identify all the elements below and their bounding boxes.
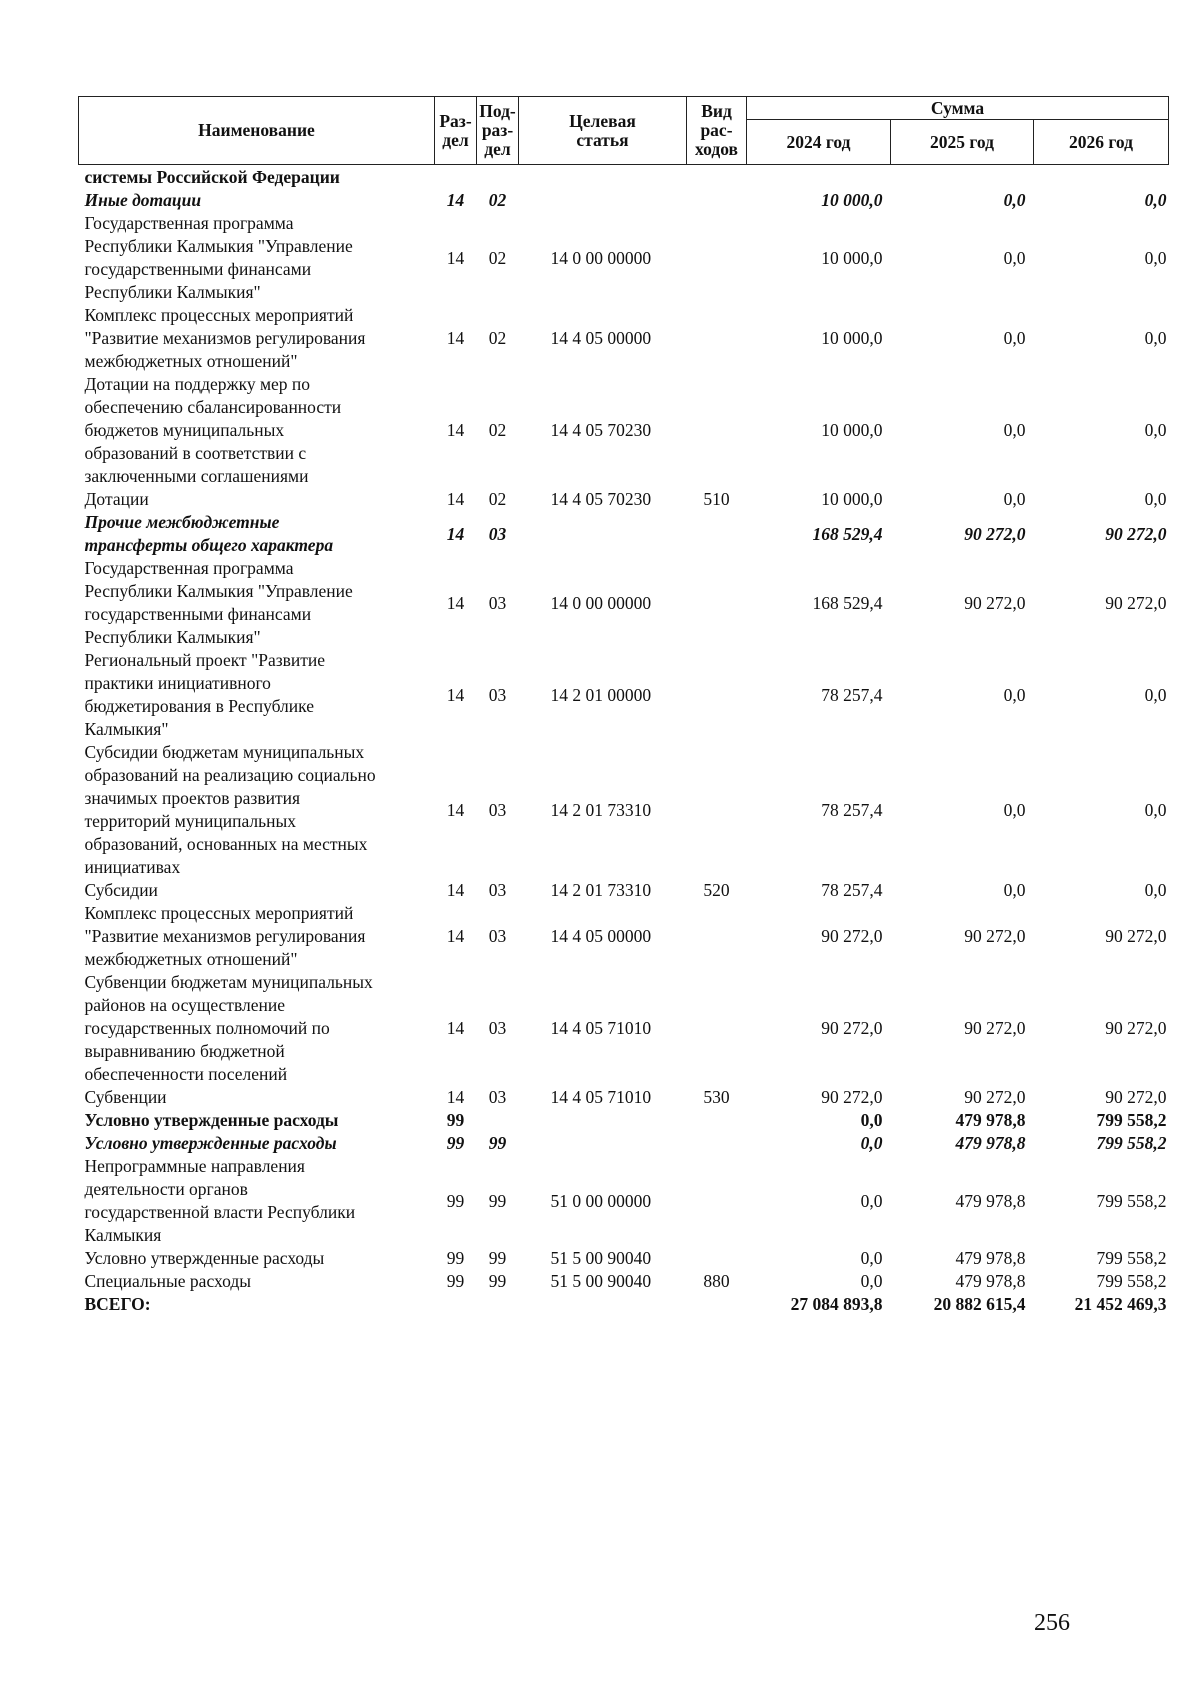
row-sum-2025: 479 978,8: [955, 1248, 1026, 1268]
table-row: [79, 373, 1169, 488]
row-podrazdel: [477, 1109, 519, 1132]
row-sum-2026: 90 272,0: [1105, 592, 1167, 613]
header-year-2026: 2026 год: [1034, 120, 1169, 165]
row-razdel: 99: [446, 1190, 465, 1211]
row-razdel: 14: [446, 880, 465, 900]
row-name-line: Комплекс процессных мероприятий: [84, 305, 354, 325]
row-name-line: "Развитие механизмов регулирования: [84, 926, 366, 946]
row-sum-2024: 90 272,0: [821, 1018, 883, 1038]
row-razdel: 14: [446, 328, 465, 348]
row-sum-2025: 479 978,8: [955, 1190, 1026, 1211]
row-name: [79, 189, 435, 212]
row-celevaya-statya: 14 2 01 00000: [550, 684, 652, 705]
row-razdel: 14: [446, 799, 465, 820]
row-razdel: 14: [446, 247, 465, 268]
row-name-line: районов на осуществление: [84, 995, 285, 1015]
row-podrazdel: 03: [488, 880, 507, 900]
table-row: [79, 165, 1169, 190]
row-name: [79, 879, 435, 902]
row-name-line: государственных полномочий по: [84, 1018, 330, 1038]
row-name: [79, 511, 435, 557]
row-name-line: бюджетирования в Республике: [84, 696, 314, 716]
row-celevaya-statya: [519, 511, 687, 557]
row-sum-2024: 10 000,0: [821, 420, 883, 440]
row-name-line: системы Российской Федерации: [84, 167, 340, 187]
row-name-line: Дотации: [84, 489, 149, 509]
header-year-2024: 2024 год: [747, 120, 891, 165]
row-podrazdel: [477, 165, 519, 190]
row-celevaya-statya: 14 4 05 00000: [550, 328, 652, 348]
table-header: [79, 97, 1169, 165]
row-podrazdel: 03: [488, 684, 507, 705]
table-row: [79, 1270, 1169, 1293]
row-sum-2026: 90 272,0: [1105, 926, 1167, 946]
table-row: [79, 557, 1169, 649]
row-vid-rashodov: 510: [703, 489, 730, 509]
header-celevaya: Целевая статья: [519, 97, 687, 165]
row-podrazdel: 03: [488, 1018, 507, 1038]
row-sum-2024: 168 529,4: [812, 523, 883, 544]
row-sum-2026: 0,0: [1144, 420, 1167, 440]
table-row: [79, 1247, 1169, 1270]
row-vid-rashodov: [687, 511, 747, 557]
row-sum-2026: 799 558,2: [1096, 1248, 1167, 1268]
row-podrazdel: 03: [488, 523, 507, 544]
row-name-line: государственными финансами: [84, 604, 312, 624]
row-sum-2025: 479 978,8: [955, 1271, 1026, 1291]
table-row: [79, 1086, 1169, 1109]
row-name: [79, 212, 435, 304]
row-celevaya-statya: [519, 1132, 687, 1155]
row-sum-2024: 0,0: [860, 1271, 883, 1291]
row-celevaya-statya: 14 4 05 71010: [550, 1087, 652, 1107]
row-name-line: Республики Калмыкия": [84, 627, 261, 647]
header-year-2025: 2025 год: [891, 120, 1034, 165]
row-vid-rashodov: [687, 1247, 747, 1270]
row-name: [79, 1086, 435, 1109]
row-sum-2026: 0,0: [1144, 684, 1167, 705]
table-row: [79, 304, 1169, 373]
row-name-line: Условно утвержденные расходы: [84, 1248, 325, 1268]
row-name: [79, 971, 435, 1086]
row-name-line: образований на реализацию социально: [84, 765, 376, 785]
row-vid-rashodov: [687, 557, 747, 649]
header-podrazdel: Под- раз- дел: [477, 97, 519, 165]
row-podrazdel: 99: [488, 1271, 507, 1291]
budget-table: [78, 96, 1169, 1316]
row-vid-rashodov: [687, 971, 747, 1086]
header-razdel: Раз- дел: [435, 97, 477, 165]
row-vid-rashodov: [687, 165, 747, 190]
row-name-line: Комплекс процессных мероприятий: [84, 903, 354, 923]
row-sum-2026: 799 558,2: [1096, 1110, 1167, 1130]
row-razdel: 99: [446, 1110, 465, 1130]
row-sum-2024: 0,0: [860, 1248, 883, 1268]
row-celevaya-statya: [519, 165, 687, 190]
document-page: [78, 96, 1168, 1316]
row-vid-rashodov: [687, 902, 747, 971]
row-sum-2024: 90 272,0: [821, 1087, 883, 1107]
row-celevaya-statya: [519, 1293, 687, 1316]
row-sum-2026: 0,0: [1144, 489, 1167, 509]
row-name-line: выравниванию бюджетной: [84, 1041, 285, 1061]
row-sum-2026: 0,0: [1144, 880, 1167, 900]
row-name: [79, 557, 435, 649]
header-vid: Вид рас- ходов: [687, 97, 747, 165]
row-celevaya-statya: [519, 1109, 687, 1132]
row-name: [79, 1109, 435, 1132]
row-sum-2026: 90 272,0: [1105, 523, 1167, 544]
row-sum-2024: 168 529,4: [812, 592, 883, 613]
table-row: [79, 1132, 1169, 1155]
header-summa: Сумма: [747, 97, 1169, 120]
row-name-line: значимых проектов развития: [84, 788, 301, 808]
row-razdel: 14: [446, 926, 465, 946]
row-sum-2024: 90 272,0: [821, 926, 883, 946]
row-podrazdel: 02: [488, 190, 507, 210]
row-sum-2025: 90 272,0: [964, 592, 1026, 613]
row-name: [79, 373, 435, 488]
row-vid-rashodov: 520: [703, 880, 730, 900]
row-sum-2024: 0,0: [860, 1190, 883, 1211]
row-sum-2026: 799 558,2: [1096, 1271, 1167, 1291]
row-sum-2025: 90 272,0: [964, 926, 1026, 946]
table-row: [79, 649, 1169, 741]
row-razdel: 14: [446, 489, 465, 509]
row-sum-2024: [747, 165, 891, 190]
row-sum-2025: 0,0: [1003, 420, 1026, 440]
row-razdel: 14: [446, 420, 465, 440]
table-row: [79, 1293, 1169, 1316]
row-celevaya-statya: [519, 189, 687, 212]
row-sum-2026: 90 272,0: [1105, 1087, 1167, 1107]
row-razdel: 99: [446, 1271, 465, 1291]
row-name-line: Субвенции: [84, 1087, 167, 1107]
row-razdel: 14: [446, 1018, 465, 1038]
row-sum-2026: 0,0: [1144, 328, 1167, 348]
row-name-line: межбюджетных отношений": [84, 351, 298, 371]
header-name: Наименование: [79, 97, 435, 165]
row-celevaya-statya: 51 5 00 90040: [550, 1248, 652, 1268]
row-sum-2025: 0,0: [1003, 799, 1026, 820]
row-name-line: "Развитие механизмов регулирования: [84, 328, 366, 348]
row-sum-2025: 479 978,8: [955, 1110, 1026, 1130]
row-name-line: Условно утвержденные расходы: [84, 1110, 339, 1130]
row-celevaya-statya: 14 4 05 71010: [550, 1018, 652, 1038]
table-row: [79, 511, 1169, 557]
row-sum-2025: 90 272,0: [964, 523, 1026, 544]
row-name-line: практики инициативного: [84, 673, 271, 693]
row-name-line: ВСЕГО:: [84, 1294, 151, 1314]
row-name-line: Иные дотации: [84, 190, 202, 210]
row-celevaya-statya: 51 5 00 90040: [550, 1271, 652, 1291]
row-name: [79, 1270, 435, 1293]
row-name: [79, 741, 435, 879]
row-podrazdel: 02: [488, 420, 507, 440]
row-celevaya-statya: 14 4 05 70230: [550, 420, 652, 440]
table-row: [79, 741, 1169, 879]
row-sum-2024: 0,0: [860, 1133, 883, 1153]
row-razdel: 14: [446, 684, 465, 705]
row-podrazdel: 99: [488, 1248, 507, 1268]
row-sum-2025: 90 272,0: [964, 1087, 1026, 1107]
row-name-line: Дотации на поддержку мер по: [84, 374, 311, 394]
row-vid-rashodov: [687, 189, 747, 212]
row-sum-2025: 0,0: [1003, 247, 1026, 268]
row-sum-2026: 0,0: [1144, 799, 1167, 820]
row-name-line: Республики Калмыкия "Управление: [84, 236, 353, 256]
row-sum-2024: 78 257,4: [821, 799, 883, 820]
row-celevaya-statya: 14 0 00 00000: [550, 592, 652, 613]
row-podrazdel: 02: [488, 247, 507, 268]
table-row: [79, 1109, 1169, 1132]
row-name: [79, 1293, 435, 1316]
row-name-line: Специальные расходы: [84, 1271, 251, 1291]
row-name-line: инициативах: [84, 857, 181, 877]
row-celevaya-statya: 14 4 05 00000: [550, 926, 652, 946]
table-row: [79, 212, 1169, 304]
row-celevaya-statya: 51 0 00 00000: [550, 1190, 652, 1211]
row-sum-2026: 90 272,0: [1105, 1018, 1167, 1038]
row-name-line: территорий муниципальных: [84, 811, 296, 831]
row-sum-2025: [891, 165, 1034, 190]
row-name-line: Прочие межбюджетные: [84, 512, 280, 532]
row-name-line: межбюджетных отношений": [84, 949, 298, 969]
row-razdel: 14: [446, 1087, 465, 1107]
row-name-line: государственной власти Республики: [84, 1202, 356, 1222]
row-name-line: Республики Калмыкия": [84, 282, 261, 302]
row-sum-2025: 0,0: [1003, 489, 1026, 509]
row-vid-rashodov: [687, 304, 747, 373]
table-row: [79, 189, 1169, 212]
row-celevaya-statya: 14 0 00 00000: [550, 247, 652, 268]
row-razdel: [435, 165, 477, 190]
row-celevaya-statya: 14 4 05 70230: [550, 489, 652, 509]
row-vid-rashodov: [687, 1293, 747, 1316]
row-podrazdel: 03: [488, 1087, 507, 1107]
row-sum-2025: 0,0: [1003, 684, 1026, 705]
row-vid-rashodov: 530: [703, 1087, 730, 1107]
row-name: [79, 649, 435, 741]
row-vid-rashodov: [687, 212, 747, 304]
row-razdel: [435, 1293, 477, 1316]
row-name-line: Региональный проект "Развитие: [84, 650, 326, 670]
row-sum-2024: 27 084 893,8: [790, 1294, 883, 1314]
row-podrazdel: 03: [488, 799, 507, 820]
row-name-line: бюджетов муниципальных: [84, 420, 285, 440]
row-sum-2024: 78 257,4: [821, 684, 883, 705]
row-name-line: деятельности органов: [84, 1179, 248, 1199]
table-row: [79, 488, 1169, 511]
row-name-line: государственными финансами: [84, 259, 312, 279]
row-sum-2025: 0,0: [1003, 880, 1026, 900]
row-name: [79, 488, 435, 511]
row-sum-2026: 21 452 469,3: [1074, 1294, 1167, 1314]
row-sum-2024: 10 000,0: [821, 489, 883, 509]
row-name-line: Субвенции бюджетам муниципальных: [84, 972, 373, 992]
row-vid-rashodov: [687, 649, 747, 741]
row-name-line: Условно утвержденные расходы: [84, 1133, 337, 1153]
row-podrazdel: 99: [488, 1190, 507, 1211]
row-vid-rashodov: [687, 373, 747, 488]
page-number: 256: [1034, 1610, 1070, 1636]
row-podrazdel: 03: [488, 592, 507, 613]
row-vid-rashodov: [687, 1155, 747, 1247]
row-razdel: 99: [446, 1248, 465, 1268]
row-name-line: Государственная программа: [84, 213, 294, 233]
row-vid-rashodov: [687, 741, 747, 879]
row-sum-2026: 799 558,2: [1096, 1133, 1167, 1153]
row-name: [79, 1247, 435, 1270]
row-name-line: Субсидии: [84, 880, 158, 900]
row-name-line: Субсидии бюджетам муниципальных: [84, 742, 365, 762]
row-name: [79, 902, 435, 971]
row-vid-rashodov: 880: [703, 1271, 730, 1291]
row-name: [79, 1155, 435, 1247]
table-row: [79, 1155, 1169, 1247]
row-name-line: обеспеченности поселений: [84, 1064, 288, 1084]
row-sum-2024: 78 257,4: [821, 880, 883, 900]
row-sum-2024: 10 000,0: [821, 190, 883, 210]
row-vid-rashodov: [687, 1132, 747, 1155]
row-razdel: 14: [446, 523, 465, 544]
table-row: [79, 879, 1169, 902]
row-sum-2026: 799 558,2: [1096, 1190, 1167, 1211]
row-sum-2025: 0,0: [1003, 190, 1026, 210]
row-name-line: Калмыкия: [84, 1225, 162, 1245]
row-name-line: Непрограммные направления: [84, 1156, 305, 1176]
row-sum-2024: 0,0: [860, 1110, 883, 1130]
row-razdel: 14: [446, 190, 465, 210]
table-body: [79, 165, 1169, 1317]
row-celevaya-statya: 14 2 01 73310: [550, 880, 652, 900]
row-podrazdel: [477, 1293, 519, 1316]
row-name-line: Государственная программа: [84, 558, 294, 578]
row-podrazdel: 02: [488, 328, 507, 348]
row-name-line: образований в соответствии с: [84, 443, 307, 463]
row-podrazdel: 99: [488, 1133, 507, 1153]
table-row: [79, 902, 1169, 971]
row-name: [79, 165, 435, 190]
row-sum-2025: 90 272,0: [964, 1018, 1026, 1038]
row-razdel: 99: [446, 1133, 465, 1153]
row-name-line: заключенными соглашениями: [84, 466, 309, 486]
row-podrazdel: 02: [488, 489, 507, 509]
row-razdel: 14: [446, 592, 465, 613]
row-podrazdel: 03: [488, 926, 507, 946]
row-sum-2025: 0,0: [1003, 328, 1026, 348]
table-row: [79, 971, 1169, 1086]
row-sum-2024: 10 000,0: [821, 328, 883, 348]
row-sum-2024: 10 000,0: [821, 247, 883, 268]
row-name: [79, 1132, 435, 1155]
row-name-line: Республики Калмыкия "Управление: [84, 581, 353, 601]
row-name-line: образований, основанных на местных: [84, 834, 368, 854]
row-sum-2026: [1034, 165, 1169, 190]
row-name-line: трансферты общего характера: [84, 535, 334, 555]
row-celevaya-statya: 14 2 01 73310: [550, 799, 652, 820]
row-sum-2026: 0,0: [1144, 247, 1167, 268]
row-name-line: Калмыкия": [84, 719, 169, 739]
row-sum-2025: 20 882 615,4: [933, 1294, 1026, 1314]
row-sum-2026: 0,0: [1144, 190, 1167, 210]
row-name: [79, 304, 435, 373]
row-vid-rashodov: [687, 1109, 747, 1132]
row-name-line: обеспечению сбалансированности: [84, 397, 342, 417]
row-sum-2025: 479 978,8: [955, 1133, 1026, 1153]
